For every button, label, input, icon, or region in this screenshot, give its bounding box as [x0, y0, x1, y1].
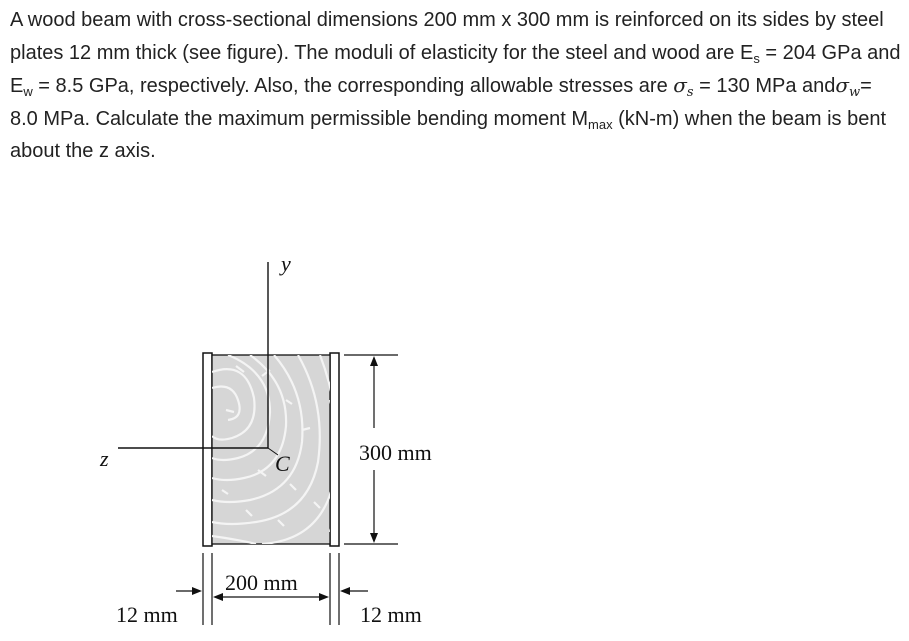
- subscript-s: s: [753, 50, 760, 66]
- dim-300-arrow-down: [370, 533, 378, 543]
- subscript-max: max: [588, 116, 613, 132]
- height-dimension-label: 300 mm: [359, 440, 432, 465]
- subscript-w: w: [23, 84, 33, 99]
- centroid-label: C: [275, 451, 290, 476]
- dim-200-arrow-left: [213, 593, 223, 601]
- sigma-glyph: σ: [673, 73, 687, 97]
- sigma-glyph: σ: [835, 73, 850, 97]
- y-axis-label: y: [281, 251, 291, 276]
- problem-text-4: = 130 MPa and: [693, 75, 836, 97]
- steel-plate-left: [203, 353, 212, 546]
- z-axis-label: z: [100, 446, 109, 471]
- problem-text-1: A wood beam with cross-sectional dimensions 200 mm x 300 mm is reinforced on its sides by steel plates 12 mm thick (see figure). The moduli of elasticity for the steel and wood are E: [10, 9, 884, 64]
- plate-left-thickness-label: 12 mm: [116, 602, 178, 627]
- width-dimension-label: 200 mm: [225, 570, 298, 595]
- dim-200-arrow-right: [319, 593, 329, 601]
- problem-text-5: = 8.0 MPa. Calculate the maximum permissible bending moment M: [10, 75, 872, 130]
- dim-12-left-arrow: [192, 587, 202, 595]
- sigma-subscript-s: s: [686, 85, 694, 100]
- steel-plate-right: [330, 353, 339, 546]
- problem-text-3: = 8.5 GPa, respectively. Also, the corresponding allowable stresses are: [32, 75, 674, 97]
- plate-right-thickness-label: 12 mm: [360, 602, 422, 627]
- dim-12-right-arrow: [340, 587, 350, 595]
- problem-text-2: = 204 GPa and E: [10, 41, 901, 97]
- dim-300-arrow-up: [370, 356, 378, 366]
- problem-text-6: (kN-m) when the beam is bent about the z axis.: [10, 107, 887, 162]
- sigma-subscript-w: w: [849, 85, 861, 100]
